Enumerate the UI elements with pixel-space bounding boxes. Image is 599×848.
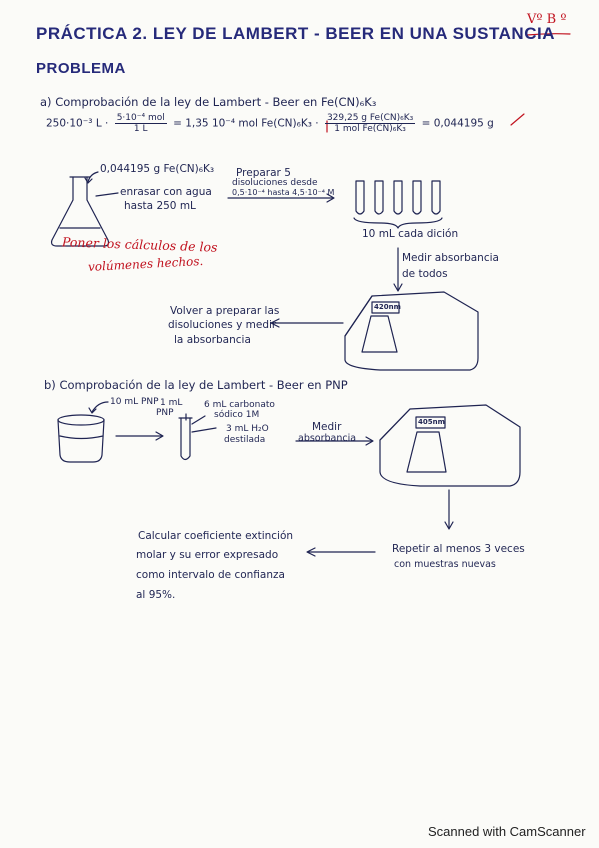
tube-pnp-1: 1 mL: [160, 398, 183, 408]
eq-part2: = 1,35 10⁻⁴ mol Fe(CN)₆K₃ ·: [173, 117, 319, 130]
repeat-b-2: con muestras nuevas: [394, 559, 496, 570]
test-tube-icon: [179, 418, 192, 460]
repeat-a-2: disoluciones y medir: [168, 319, 277, 331]
scanner-watermark: Scanned with CamScanner: [428, 824, 586, 839]
section-b-heading: b) Comprobación de la ley de Lambert - Beer en PNP: [44, 378, 348, 392]
repeat-a-3: la absorbancia: [174, 334, 251, 346]
measure-a-1: Medir absorbancia: [402, 252, 499, 264]
water-1: 3 mL H₂O: [226, 424, 269, 434]
red-note-1: Poner los cálculos de los: [61, 234, 218, 255]
eq-fraction-2: $\frac{\text{329,25 g Fe(CN)₆K₃}}{\text{1 mol Fe(CN)₆K₃}}$: [326, 113, 414, 134]
flask-note-1: enrasar con agua: [120, 186, 212, 198]
calc-2: molar y su error expresado: [136, 549, 279, 561]
tube-pnp-2: PNP: [156, 408, 174, 418]
grade-mark: Vº B º: [527, 12, 567, 27]
beaker-label: 10 mL PNP: [110, 397, 159, 407]
carbonate-1: 6 mL carbonato: [204, 400, 275, 410]
spectro-b-display: 405nm: [418, 418, 445, 426]
carbonate-2: sódico 1M: [214, 410, 260, 420]
spectrophotometer-icon: [345, 292, 478, 370]
mass-label: 0,044195 g Fe(CN)₆K₃: [100, 163, 215, 175]
spectrophotometer-icon: [380, 405, 520, 486]
prep-line3: 0,5·10⁻⁴ hasta 4,5·10⁻⁴ M: [232, 188, 335, 197]
red-note-2: volúmenes hechos.: [87, 253, 204, 275]
page-title-line1: PRÁCTICA 2. LEY DE LAMBERT - BEER EN UNA SUSTANCIA: [36, 24, 555, 43]
page-title-line2: PROBLEMA: [36, 60, 126, 77]
prep-line2: disoluciones desde: [232, 178, 318, 188]
spectro-a-display: 420nm: [374, 303, 401, 311]
water-2: destilada: [224, 435, 266, 445]
repeat-b-1: Repetir al menos 3 veces: [392, 543, 525, 555]
eq-result: = 0,044195 g: [421, 117, 494, 130]
flask-note-2: hasta 250 mL: [124, 200, 196, 212]
beaker-icon: [58, 415, 104, 462]
measure-a-2: de todos: [402, 268, 448, 280]
tubes-label: 10 mL cada dición: [362, 228, 459, 240]
eq-part1: 250·10⁻³ L ·: [46, 117, 109, 130]
repeat-a-1: Volver a preparar las: [170, 305, 280, 317]
test-tubes-icon: [356, 181, 440, 214]
equation-a: [46, 113, 494, 134]
eq-fraction-1: $\frac{\text{5·10⁻⁴ mol}}{1 L}$: [116, 113, 165, 134]
measure-b-1: Medir: [312, 421, 342, 433]
prep-title: Preparar 5: [236, 167, 291, 179]
calc-1: Calcular coeficiente extinción: [138, 530, 294, 542]
calc-3: como intervalo de confianza: [136, 569, 285, 581]
measure-b-2: absorbancia: [298, 433, 357, 444]
calc-4: al 95%.: [136, 589, 176, 601]
section-a-heading: a) Comprobación de la ley de Lambert - Beer en Fe(CN)₆K₃: [40, 95, 377, 109]
